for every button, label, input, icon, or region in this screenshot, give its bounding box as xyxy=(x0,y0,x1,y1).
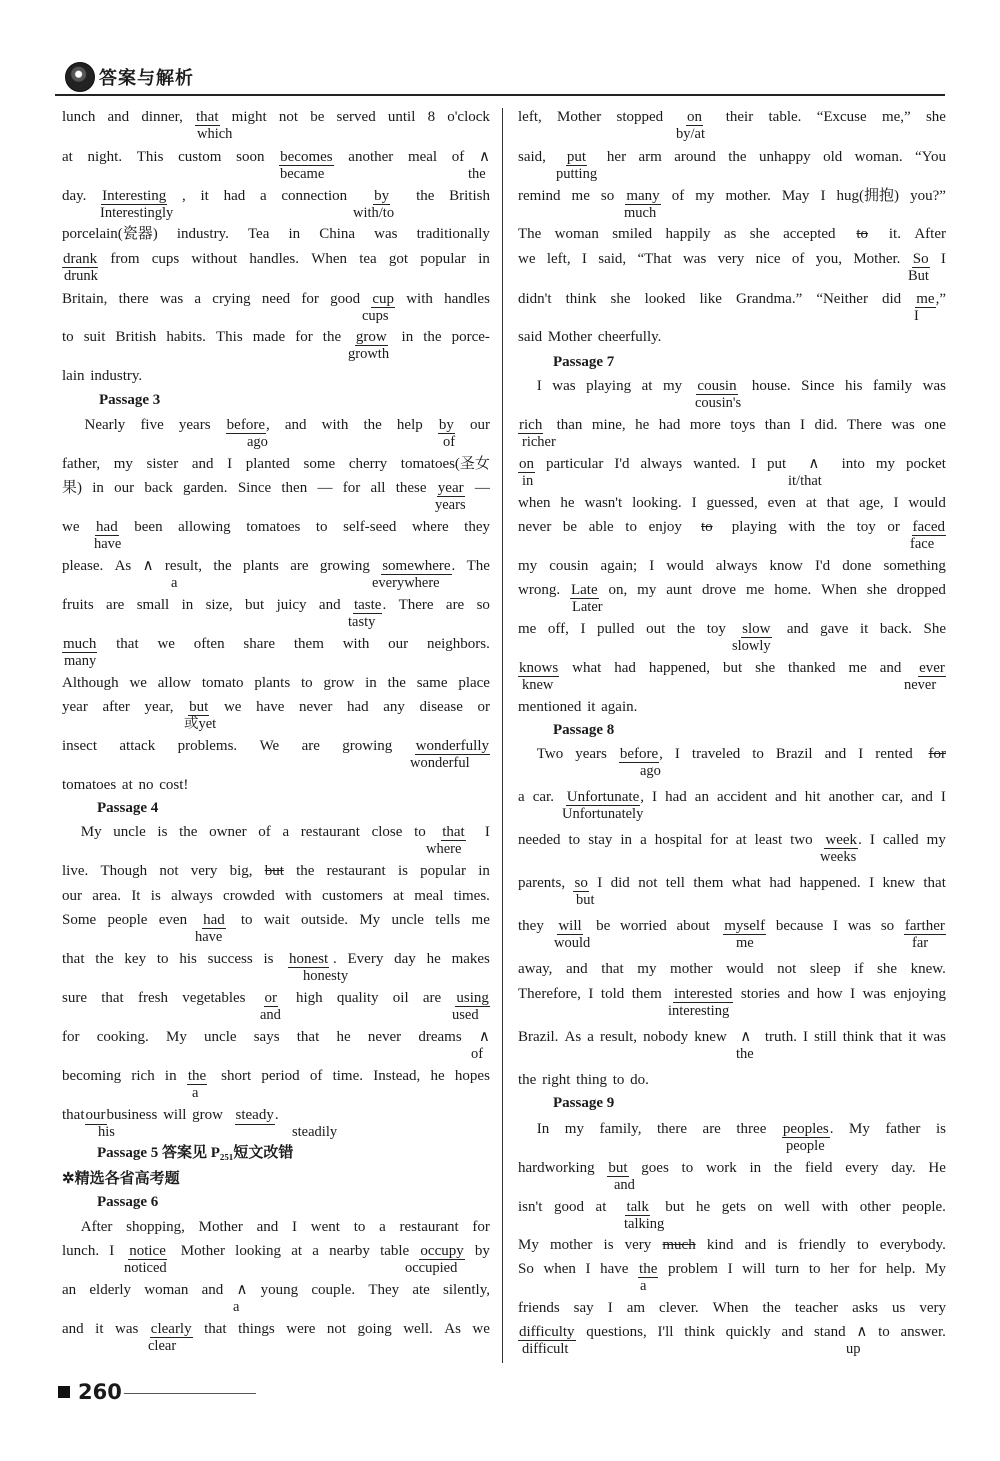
correction-text: clear xyxy=(148,1338,177,1354)
correction-text: which xyxy=(197,126,233,142)
correction-text: of xyxy=(443,434,456,450)
text-line: that the key to his success is honest . Every day he makes xyxy=(62,951,490,967)
text-line: sure that fresh vegetables or high quality oil are using xyxy=(62,990,489,1006)
correction-text: honesty xyxy=(303,968,349,984)
correction-text: tasty xyxy=(348,614,376,630)
correction-text: but xyxy=(576,892,595,908)
correction-text: would xyxy=(554,935,591,951)
text-line: needed to stay in a hospital for at least two week. I called my xyxy=(518,832,946,848)
text-line: year after year, but we have never had any disease or xyxy=(62,699,490,715)
section-heading: Passage 9 xyxy=(553,1095,615,1111)
text-line: fruits are small in size, but juicy and taste. There are so xyxy=(62,597,490,613)
correction-text: ago xyxy=(247,434,268,450)
text-line: never be able to enjoy to playing with the toy or faced xyxy=(518,519,945,535)
text-line: My mother is very much kind and is friendly to everybody. xyxy=(518,1237,946,1253)
text-line: Nearly five years before, and with the help by our xyxy=(62,417,490,433)
section-heading: Passage 5 答案见 P₂₅₁短文改错 xyxy=(97,1145,294,1161)
text-line: Although we allow tomato plants to grow in the same place xyxy=(62,675,490,691)
correction-text: richer xyxy=(522,434,556,450)
correction-text: became xyxy=(280,166,325,182)
correction-text: people xyxy=(786,1138,825,1154)
correction-text: ago xyxy=(640,763,661,779)
correction-text: a xyxy=(233,1299,240,1315)
text-line: to suit British habits. This made for the grow in the porce- xyxy=(62,329,490,345)
text-line: drank from cups without handles. When tea got popular in xyxy=(63,251,490,267)
text-line: My uncle is the owner of a restaurant close to that I xyxy=(62,824,490,840)
correction-text: interesting xyxy=(668,1003,730,1019)
section-heading: Passage 3 xyxy=(99,392,161,408)
correction-text: his xyxy=(98,1124,115,1140)
text-line: Brazil. As a result, nobody knew ∧ truth. I still think that it was xyxy=(518,1029,946,1045)
page-number-text: 260 xyxy=(78,1380,122,1404)
text-line: and it was clearly that things were not going well. As we xyxy=(62,1321,490,1337)
text-line: a car. Unfortunate, I had an accident and hit another car, and I xyxy=(518,789,946,805)
correction-text: years xyxy=(435,497,466,513)
text-line: please. As ∧ result, the plants are growing somewhere. The xyxy=(62,558,490,574)
text-line: friends say I am clever. When the teacher asks us very xyxy=(518,1300,946,1316)
text-line: father, my sister and I planted some cherry tomatoes(圣女 xyxy=(62,456,490,472)
correction-text: up xyxy=(846,1341,861,1357)
text-line: lunch. I notice Mother looking at a nearby table occupy by xyxy=(62,1243,490,1259)
correction-text: never xyxy=(904,677,937,693)
correction-text: much xyxy=(624,205,657,221)
text-line: said Mother cheerfully. xyxy=(518,329,662,345)
page-number xyxy=(58,1380,122,1404)
text-line: The woman smiled happily as she accepted to it. After xyxy=(518,226,946,242)
correction-text: I xyxy=(914,308,919,324)
text-line: they will be worried about myself because I was so farther xyxy=(518,918,945,934)
correction-text: cups xyxy=(362,308,389,324)
correction-text: Interestingly xyxy=(100,205,174,221)
text-line: Two years before, I traveled to Brazil and I rented for xyxy=(518,746,946,762)
correction-text: far xyxy=(912,935,929,951)
text-line: away, and that my mother would not sleep if she knew. xyxy=(518,961,946,977)
section-heading: ✲精选各省高考题 xyxy=(62,1171,180,1187)
square-icon xyxy=(58,1386,70,1398)
correction-text: a xyxy=(192,1085,199,1101)
text-line: an elderly woman and ∧ young couple. They ate silently, xyxy=(62,1282,490,1298)
text-line: lain industry. xyxy=(62,368,143,384)
text-line: parents, so I did not tell them what had happened. I knew that xyxy=(518,875,946,891)
correction-text: steadily xyxy=(292,1124,338,1140)
text-line: wrong. Late on, my aunt drove me home. When she dropped xyxy=(518,582,946,598)
page-header xyxy=(55,60,945,96)
correction-text: everywhere xyxy=(372,575,440,591)
correction-text: But xyxy=(908,268,929,284)
correction-text: me xyxy=(736,935,754,951)
text-line: me off, I pulled out the toy slow and gave it back. She xyxy=(518,621,946,637)
correction-text: weeks xyxy=(820,849,857,865)
text-line: porcelain(瓷器) industry. Tea in China was traditionally xyxy=(62,226,490,242)
text-line: hardworking but goes to work in the field every day. He xyxy=(518,1160,946,1176)
logo-icon xyxy=(65,62,95,92)
correction-text: of xyxy=(471,1046,484,1062)
correction-text: cousin's xyxy=(695,395,742,411)
text-line: my cousin again; I would always know I'd done something xyxy=(518,558,946,574)
correction-text: difficult xyxy=(522,1341,569,1357)
text-line: our area. It is always crowded with customers at meal times. xyxy=(62,888,490,904)
correction-text: 或yet xyxy=(184,716,217,732)
text-line: I was playing at my cousin house. Since his family was xyxy=(518,378,946,394)
correction-text: where xyxy=(426,841,462,857)
text-line: for cooking. My uncle says that he never dreams ∧ xyxy=(62,1029,490,1045)
correction-text: Unfortunately xyxy=(562,806,644,822)
text-line: tomatoes at no cost! xyxy=(62,777,189,793)
correction-text: putting xyxy=(556,166,598,182)
text-line: isn't good at talk but he gets on well with other people. xyxy=(518,1199,946,1215)
correction-text: face xyxy=(910,536,935,552)
text-line: on particular I'd always wanted. I put ∧ into my pocket xyxy=(519,456,946,472)
text-line: remind me so many of my mother. May I hug(拥抱) you?” xyxy=(518,188,946,204)
text-line: said, put her arm around the unhappy old woman. “You xyxy=(518,149,946,165)
section-heading: Passage 4 xyxy=(97,800,159,816)
text-line: at night. This custom soon becomes another meal of ∧ xyxy=(62,149,490,165)
text-line: much that we often share them with our neighbors. xyxy=(63,636,490,652)
correction-text: have xyxy=(94,536,122,552)
correction-text: by/at xyxy=(676,126,705,142)
correction-text: occupied xyxy=(405,1260,458,1276)
text-line: So when I have the problem I will turn to her for help. My xyxy=(518,1261,946,1277)
column-divider xyxy=(502,108,503,1363)
correction-text: used xyxy=(452,1007,479,1023)
text-line: Britain, there was a crying need for good cup with handles xyxy=(62,291,490,307)
text-line: day. Interesting , it had a connection by the British xyxy=(62,188,490,204)
correction-text: drunk xyxy=(64,268,98,284)
correction-text: with/to xyxy=(353,205,395,221)
correction-text: and xyxy=(614,1177,635,1193)
text-line: insect attack problems. We are growing wonderfully xyxy=(62,738,489,754)
correction-text: and xyxy=(260,1007,281,1023)
text-line: we had been allowing tomatoes to self-seed where they xyxy=(62,519,490,535)
correction-text: Later xyxy=(572,599,603,615)
text-line: when he wasn't looking. I guessed, even at that age, I would xyxy=(518,495,946,511)
footer-rule xyxy=(124,1393,256,1394)
header-title: 答案与解析 xyxy=(99,68,194,89)
section-heading: Passage 7 xyxy=(553,354,615,370)
correction-text: knew xyxy=(522,677,554,693)
text-line: After shopping, Mother and I went to a restaurant for xyxy=(62,1219,490,1235)
text-line: that our business will grow steady . xyxy=(62,1107,279,1123)
text-line: live. Though not very big, but the restaurant is popular in xyxy=(62,863,490,879)
section-heading: Passage 8 xyxy=(553,722,615,738)
text-line: the right thing to do. xyxy=(518,1072,649,1088)
text-line: becoming rich in the short period of time. Instead, he hopes xyxy=(62,1068,490,1084)
correction-text: growth xyxy=(348,346,390,362)
correction-text: wonderful xyxy=(410,755,470,771)
correction-text: the xyxy=(468,166,486,182)
correction-text: slowly xyxy=(732,638,771,654)
text-line: 果) in our back garden. Since then — for all these year — xyxy=(62,480,490,496)
text-line: lunch and dinner, that might not be served until 8 o'clock xyxy=(62,109,490,125)
text-line: didn't think she looked like Grandma.” “Neither did me,” xyxy=(518,291,946,307)
text-line: Therefore, I told them interested stories and how I was enjoying xyxy=(518,986,946,1002)
section-heading: Passage 6 xyxy=(97,1194,159,1210)
correction-text: many xyxy=(64,653,97,669)
correction-text: have xyxy=(195,929,223,945)
correction-text: it/that xyxy=(788,473,822,489)
correction-text: noticed xyxy=(124,1260,167,1276)
text-line: mentioned it again. xyxy=(518,699,638,715)
correction-text: a xyxy=(640,1278,647,1294)
text-line: knows what had happened, but she thanked me and ever xyxy=(519,660,945,676)
text-line: we left, I said, “That was very nice of you, Mother. So I xyxy=(518,251,946,267)
correction-text: talking xyxy=(624,1216,665,1232)
text-line: rich than mine, he had more toys than I did. There was one xyxy=(519,417,946,433)
correction-text: in xyxy=(522,473,534,489)
correction-text: a xyxy=(171,575,178,591)
text-line: difficulty questions, I'll think quickly and stand ∧ to answer. xyxy=(519,1324,946,1340)
text-line: left, Mother stopped on their table. “Excuse me,” she xyxy=(518,109,946,125)
text-line: Some people even had to wait outside. My uncle tells me xyxy=(62,912,490,928)
correction-text: the xyxy=(736,1046,754,1062)
text-line: In my family, there are three peoples. My father is xyxy=(518,1121,946,1137)
